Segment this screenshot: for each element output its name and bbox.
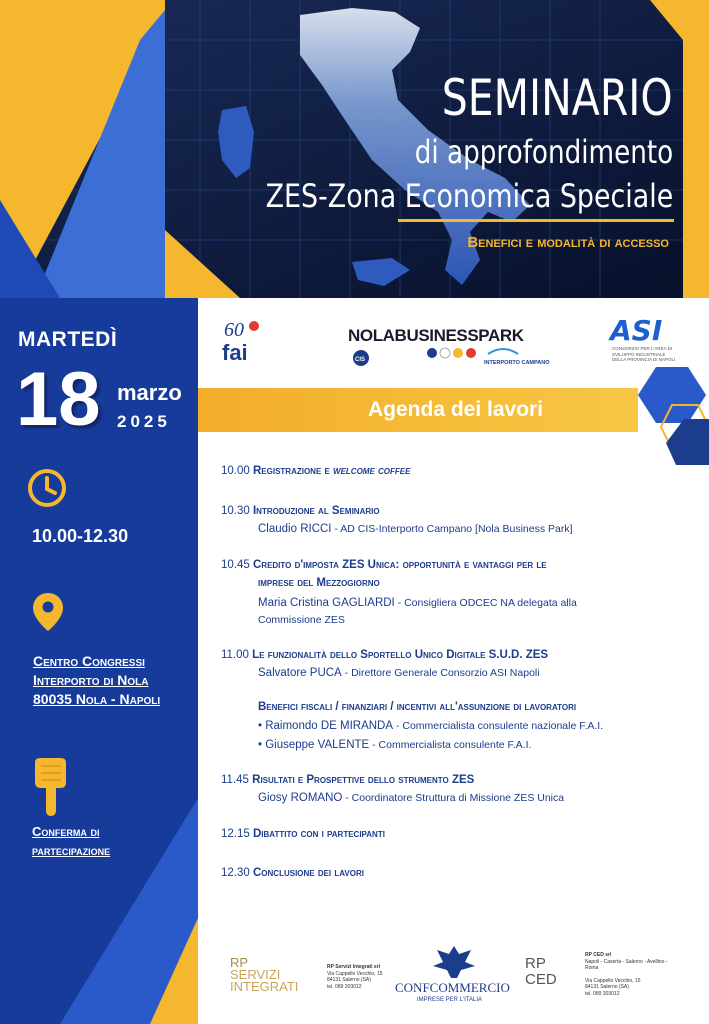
agenda-item-1145	[221, 772, 474, 789]
event-month: marzo	[117, 380, 182, 405]
event-time: 10.00-12.30	[32, 526, 129, 546]
agenda-speaker	[258, 595, 577, 612]
agenda-speaker	[258, 790, 564, 807]
speaker-role: - Consigliera ODCEC NA delegata alla	[394, 597, 577, 609]
agenda-item-1100	[221, 647, 548, 664]
hero-title: SEMINARIO	[442, 69, 673, 127]
fai-anniversary: 60	[224, 319, 244, 341]
speaker-role: - Commercialista consulente F.A.I.	[369, 739, 532, 751]
confirm-participation-link[interactable]	[32, 822, 110, 860]
hexagon-decoration	[636, 365, 709, 465]
agenda-item-title: Risultati e Prospettive dello strumento ZES	[252, 774, 475, 786]
event-info-panel	[0, 298, 198, 1024]
pointing-hand-icon	[33, 758, 67, 816]
clock-icon	[27, 468, 67, 508]
rp-ced-address: RP CED srl Napoli - Caserta - Salerno - Avellino - Roma Via Cappello Vecchio, 15 84131 Salerno (SA) tel. 089 303012	[585, 952, 668, 997]
speaker-name: Giosy ROMANO	[258, 792, 343, 804]
venue-line-3: 80035 Nola - Napoli	[33, 691, 161, 707]
event-date: 18	[16, 357, 101, 442]
event-year: 2025	[117, 412, 171, 431]
confcommercio-eagle-icon	[393, 942, 515, 1002]
rp-ced-logo	[525, 952, 581, 992]
asi-text: ASI	[610, 314, 663, 347]
rp-si-rp: RP	[230, 955, 249, 970]
location-pin-icon	[32, 592, 64, 632]
agenda-subsection-title: Benefici fiscali / finanziari / incentivi all'assunzione di lavoratori	[258, 701, 577, 713]
agenda-item-title-em: welcome coffee	[333, 465, 411, 477]
agenda-time: 10.00	[221, 465, 250, 477]
speaker-role: - Commercialista consulente nazionale F.A.I.	[393, 720, 604, 732]
confcommercio-text: CONFCOMMERCIO	[395, 980, 510, 995]
rp-servizi-integrati-logo	[230, 955, 326, 995]
agenda-item-title: Le funzionalità dello Sportello Unico Digitale S.U.D. ZES	[252, 649, 549, 661]
hero-topic: ZES-Zona Economica Speciale	[265, 177, 673, 215]
hero-banner	[0, 0, 709, 298]
asi-description: CONSORZIO PER L'AREA DI SVILUPPO INDUSTRIALE DELLA PROVINCIA DI NAPOLI	[612, 346, 676, 362]
fai-logo-mark	[218, 316, 266, 366]
venue-line-1: Centro Congressi	[33, 653, 145, 669]
confirm-line-1: Conferma di	[32, 824, 100, 839]
speaker-role-cont: Commissione ZES	[258, 614, 345, 626]
rp-ced-rp: RP	[525, 955, 546, 972]
speaker-name: • Giuseppe VALENTE	[258, 739, 370, 751]
agenda-item-1030	[221, 503, 380, 520]
venue-line-2: Interporto di Nola	[33, 672, 149, 688]
rp-si-integrati: INTEGRATI	[230, 979, 299, 994]
agenda-item-title: Credito d'imposta ZES Unica: opportunità e vantaggi per le	[252, 559, 547, 571]
agenda-item-title: Introduzione al Seminario	[252, 505, 380, 517]
agenda-item-1000	[221, 463, 410, 480]
speaker-name: Salvatore PUCA	[258, 667, 342, 679]
speaker-role: - Coordinatore Struttura di Missione ZES Unica	[342, 792, 565, 804]
fai-text: fai	[222, 340, 248, 365]
fai-logo	[218, 316, 266, 371]
nbp-brand: NOLABUSINESS	[348, 326, 479, 345]
agenda-item-title: Dibattito con i partecipanti	[252, 828, 385, 840]
asi-logo	[608, 314, 680, 362]
nbp-park: PARK	[478, 326, 524, 345]
agenda-speaker	[258, 718, 603, 735]
hero-divider	[398, 219, 674, 222]
agenda-item-1230	[221, 865, 364, 882]
event-day: MARTEDÌ	[18, 328, 118, 351]
speaker-role: - Direttore Generale Consorzio ASI Napoli	[341, 667, 540, 679]
agenda-item-title-cont: imprese del Mezzogiorno	[258, 577, 380, 589]
hero-subtitle: di approfondimento	[414, 133, 673, 171]
confcommercio-sub: IMPRESE PER L'ITALIA	[417, 997, 483, 1003]
confirm-line-2: partecipazione	[32, 843, 111, 858]
nbp-logo-marks	[348, 344, 550, 392]
agenda-speaker	[258, 737, 531, 754]
agenda-time: 11.45	[221, 774, 249, 786]
rp-ced-ced: CED	[525, 971, 557, 988]
agenda-time: 10.30	[221, 505, 250, 517]
agenda-speaker	[258, 521, 573, 538]
speaker-name: Claudio RICCI	[258, 523, 332, 535]
speaker-role: - AD CIS-Interporto Campano [Nola Business Park]	[331, 523, 573, 535]
agenda-speaker	[258, 665, 540, 682]
agenda-item-1045	[221, 557, 547, 574]
event-venue[interactable]	[33, 652, 160, 709]
rp-servizi-address: RP Servizi Integrati srl Via Cappello Vecchio, 15 84131 Salerno (SA) tel. 089 303012	[327, 964, 383, 990]
agenda-time: 11.00	[221, 649, 249, 661]
agenda-title: Agenda dei lavori	[368, 398, 544, 421]
agenda-time: 10.45	[221, 559, 250, 571]
agenda-item-1215	[221, 826, 385, 843]
interporto-text: INTERPORTO CAMPANO	[484, 360, 550, 366]
agenda-time: 12.15	[221, 828, 250, 840]
confcommercio-logo	[393, 942, 515, 1007]
rp-si-servizi: SERVIZI	[230, 967, 281, 982]
agenda-time: 12.30	[221, 867, 250, 879]
speaker-name: • Raimondo DE MIRANDA	[258, 720, 394, 732]
cis-text: CIS	[355, 357, 366, 363]
hero-tagline: Benefici e modalità di accesso	[467, 234, 669, 251]
asi-logo-mark	[608, 316, 680, 346]
agenda-item-title: Registrazione e	[252, 465, 330, 477]
speaker-name: Maria Cristina GAGLIARDI	[258, 597, 395, 609]
agenda-item-title: Conclusione dei lavori	[252, 867, 364, 879]
